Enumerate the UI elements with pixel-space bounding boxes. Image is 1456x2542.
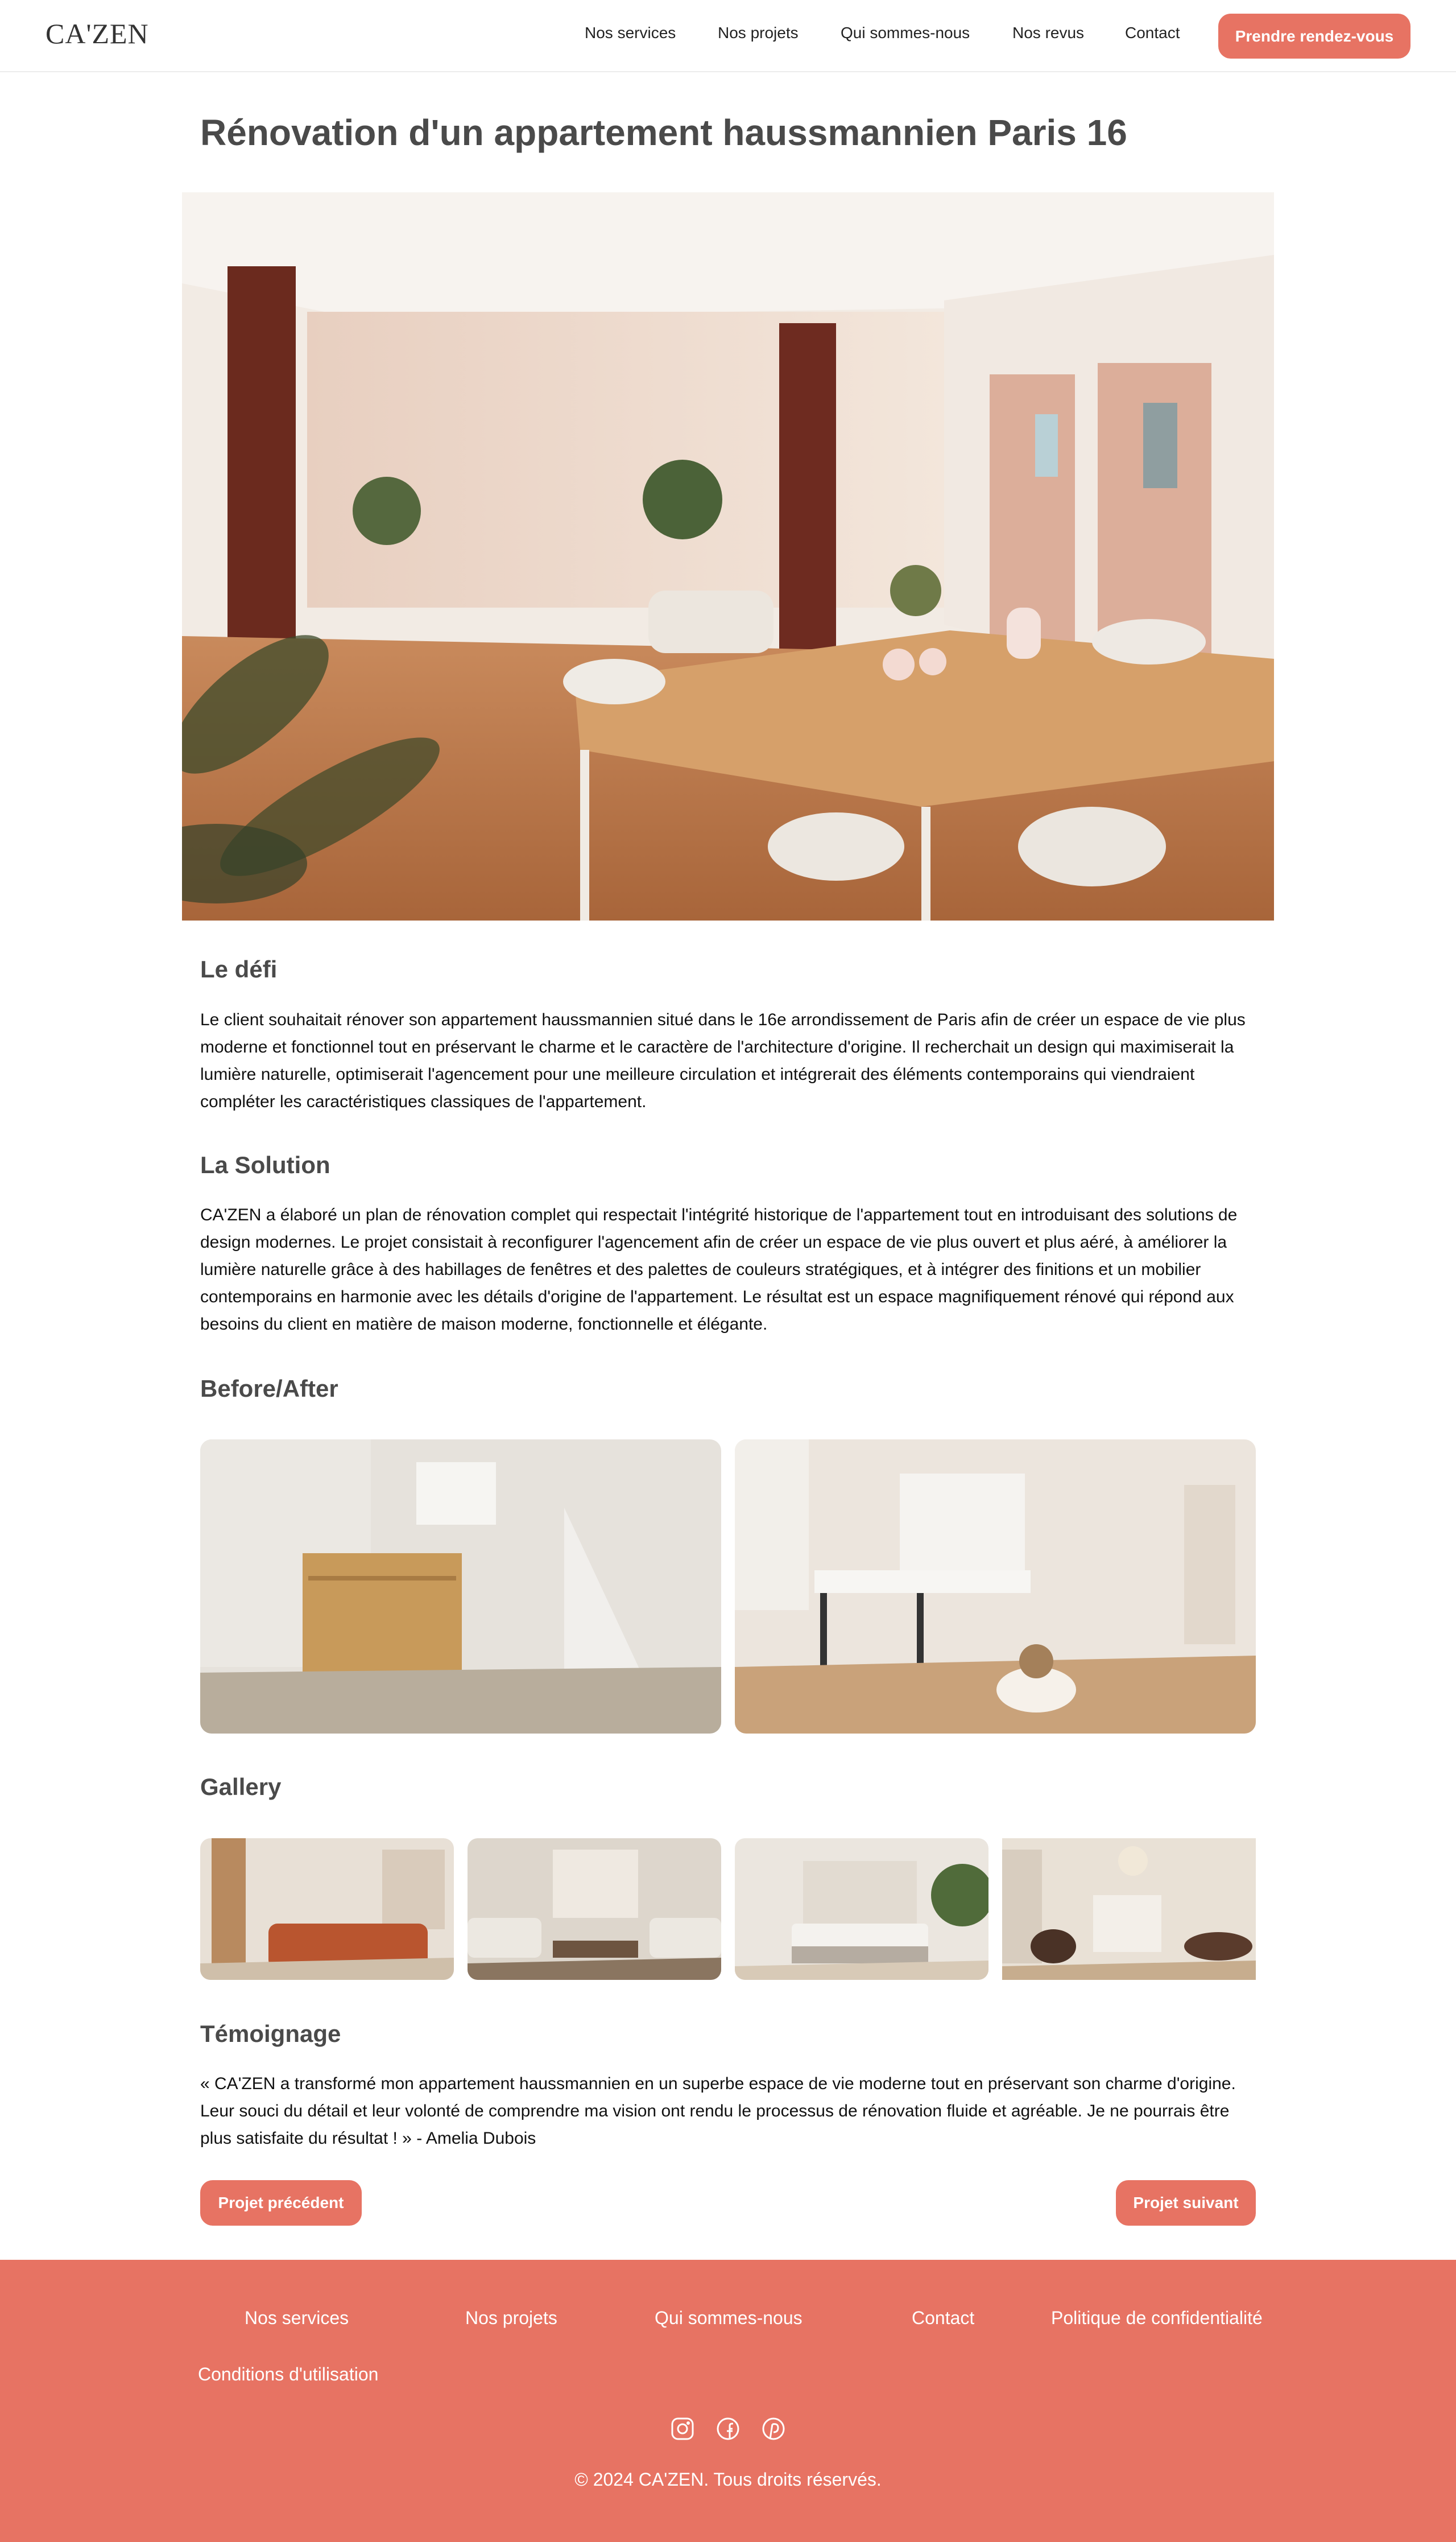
previous-project-button[interactable]: Projet précédent	[200, 2180, 362, 2226]
site-footer	[0, 2260, 1456, 2542]
testimonial-text: « CA'ZEN a transformé mon appartement haussmannien en un superbe espace de vie moderne tout en préservant son charme d'origine. Leur souci du détail et leur volonté de comprendre ma vision ont rendu le processus de rénovation fluide et agréable. Je ne pourrais être plus satisfaite du résultat ! » - Amelia Dubois	[200, 2074, 1236, 2148]
gallery-image[interactable]	[200, 1838, 454, 1980]
footer-link-contact[interactable]: Contact	[912, 2308, 975, 2328]
footer-link-privacy[interactable]: Politique de confidentialité	[1051, 2308, 1263, 2328]
pinterest-icon[interactable]	[760, 2415, 787, 2442]
nav-contact[interactable]: Contact	[1125, 24, 1180, 42]
site-header	[0, 0, 1456, 72]
before-after-heading: Before/After	[200, 1375, 338, 1402]
nav-reviews[interactable]: Nos revus	[1012, 24, 1085, 42]
footer-link-projects[interactable]: Nos projets	[465, 2308, 557, 2328]
book-appointment-button[interactable]: Prendre rendez-vous	[1218, 14, 1410, 59]
challenge-heading: Le défi	[200, 956, 278, 983]
copyright: © 2024 CA'ZEN. Tous droits réservés.	[574, 2469, 882, 2490]
logo[interactable]: CA'ZEN	[46, 18, 149, 49]
solution-heading: La Solution	[200, 1152, 330, 1178]
facebook-icon[interactable]	[714, 2415, 742, 2442]
gallery-image[interactable]	[468, 1838, 721, 1980]
instagram-icon[interactable]	[669, 2415, 696, 2442]
page-title: Rénovation d'un appartement haussmannien Paris 16	[200, 112, 1127, 153]
nav-projects[interactable]: Nos projets	[718, 24, 799, 42]
testimonial-heading: Témoignage	[200, 2020, 341, 2047]
footer-link-terms[interactable]: Conditions d'utilisation	[198, 2364, 379, 2384]
footer-link-about[interactable]: Qui sommes-nous	[655, 2308, 803, 2328]
after-image	[735, 1439, 1256, 1734]
solution-text: CA'ZEN a élaboré un plan de rénovation complet qui respectait l'intégrité historique de l'appartement tout en introduisant des solutions de design modernes. Le projet consistait à reconfigurer l'agencement afin de créer un espace de vie plus ouvert et plus aéré, à améliorer la lumière naturelle grâce à des habillages de fenêtres et des palettes de couleurs stratégiques, et à intégrer des finitions et un mobilier contemporains en harmonie avec les détails d'origine de l'appartement. Le résultat est un espace magnifiquement rénové qui répond aux besoins du client en matière de maison moderne, fonctionnelle et élégante.	[200, 1206, 1238, 1334]
gallery-heading: Gallery	[200, 1773, 282, 1800]
gallery-image[interactable]	[735, 1838, 988, 1980]
nav-about[interactable]: Qui sommes-nous	[841, 24, 970, 42]
hero-image	[182, 192, 1274, 921]
before-image	[200, 1439, 721, 1734]
nav-services[interactable]: Nos services	[585, 24, 676, 42]
footer-link-services[interactable]: Nos services	[245, 2308, 349, 2328]
gallery-image[interactable]	[1002, 1838, 1256, 1980]
challenge-text: Le client souhaitait rénover son appartement haussmannien situé dans le 16e arrondissement de Paris afin de créer un espace de vie plus moderne et fonctionnel tout en préservant le charme et le caractère de l'architecture d'origine. Il recherchait un design qui maximiserait la lumière naturelle, optimiserait l'agencement pour une meilleure circulation et intégrerait des éléments contemporains qui viendraient compléter les caractéristiques classiques de l'appartement.	[200, 1010, 1246, 1111]
next-project-button[interactable]: Projet suivant	[1116, 2180, 1256, 2226]
